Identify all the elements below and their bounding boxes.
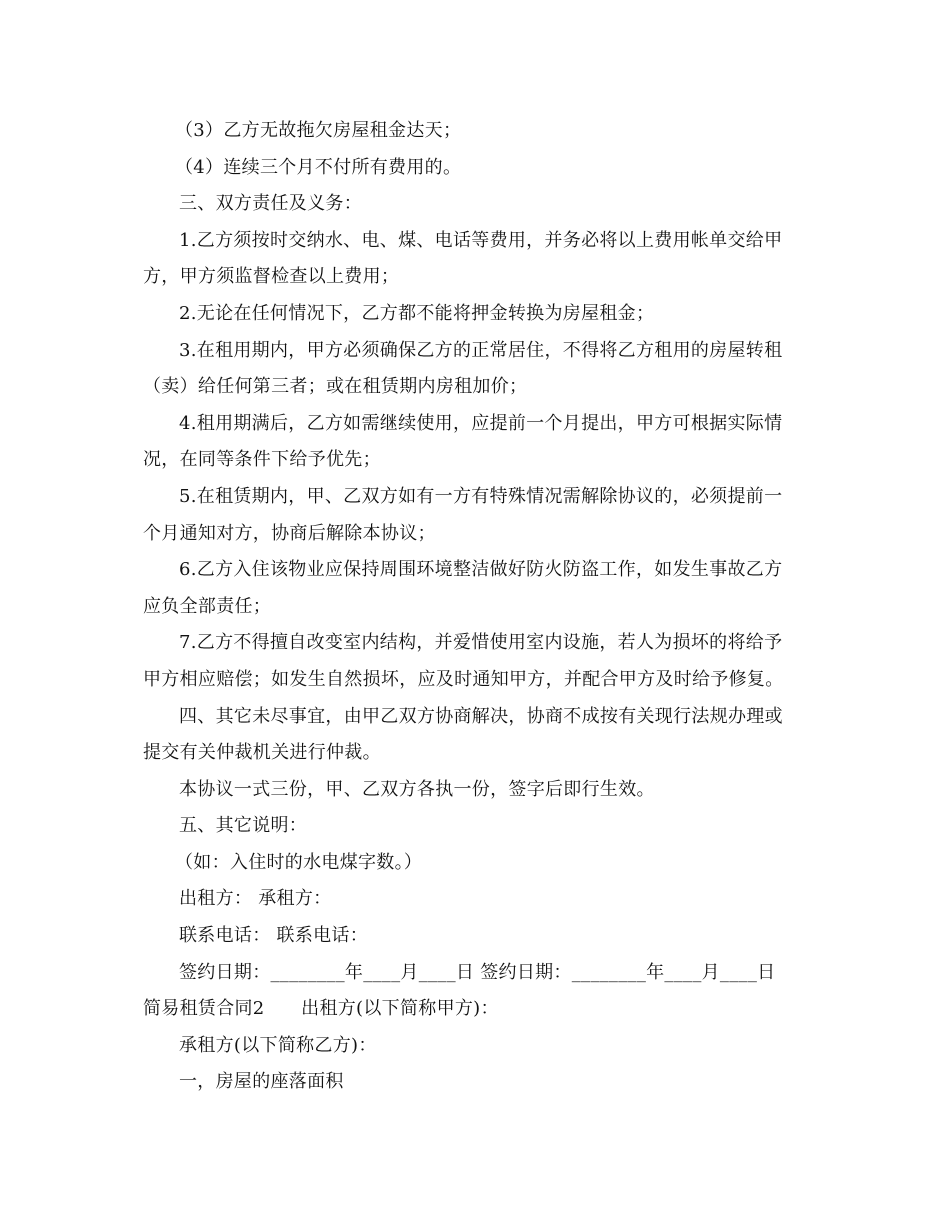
text-line: （如：入住时的水电煤字数。） [175,851,423,873]
signature-parties-line: 出租方： 承租方： [179,888,332,910]
section-heading: 一，房屋的座落面积 [179,1071,344,1093]
text-line: 况，在同等条件下给予优先； [143,449,381,471]
section-heading: 五、其它说明： [179,815,308,837]
section-heading: 四、其它未尽事宜，由甲乙双方协商解决，协商不成按有关现行法规办理或 [179,705,783,727]
document-body [143,113,813,1101]
signing-date-line: 签约日期：________年____月____日 签约日期：________年____月____日 [179,961,776,983]
text-line: （卖）给任何第三者；或在租赁期内房租加价； [143,376,528,398]
text-line: 6.乙方入住该物业应保持周围环境整洁做好防火防盗工作，如发生事故乙方 [179,559,783,581]
text-line: 承租方(以下简称乙方)： [179,1034,377,1056]
text-line: 方，甲方须监督检查以上费用； [143,266,400,288]
text-line: （3）乙方无故拖欠房屋租金达天； [175,120,462,141]
text-line: 5.在租赁期内，甲、乙双方如有一方有特殊情况需解除协议的，必须提前一 [179,485,783,507]
section-heading: 三、双方责任及义务： [179,193,362,215]
text-line: 提交有关仲裁机关进行仲裁。 [143,742,381,764]
text-line: 1.乙方须按时交纳水、电、煤、电话等费用，并务必将以上费用帐单交给甲 [179,229,783,251]
text-line: 本协议一式三份，甲、乙双方各执一份，签字后即行生效。 [179,778,655,800]
text-line: 应负全部责任； [143,595,272,617]
contract-title-line: 简易租赁合同2 出租方(以下简称甲方)： [143,998,499,1020]
text-line: 个月通知对方，协商后解除本协议； [143,522,436,544]
text-line: 7.乙方不得擅自改变室内结构，并爱惜使用室内设施，若人为损坏的将给予 [179,632,783,654]
text-line: 甲方相应赔偿；如发生自然损坏，应及时通知甲方，并配合甲方及时给予修复。 [143,668,784,690]
text-line: 2.无论在任何情况下，乙方都不能将押金转换为房屋租金； [179,302,655,324]
text-line: （4）连续三个月不付所有费用的。 [175,156,462,178]
text-line: 3.在租用期内，甲方必须确保乙方的正常居住，不得将乙方租用的房屋转租 [179,339,783,361]
contact-phone-line: 联系电话： 联系电话： [179,925,369,947]
text-line: 4.租用期满后，乙方如需继续使用，应提前一个月提出，甲方可根据实际情 [179,412,783,434]
